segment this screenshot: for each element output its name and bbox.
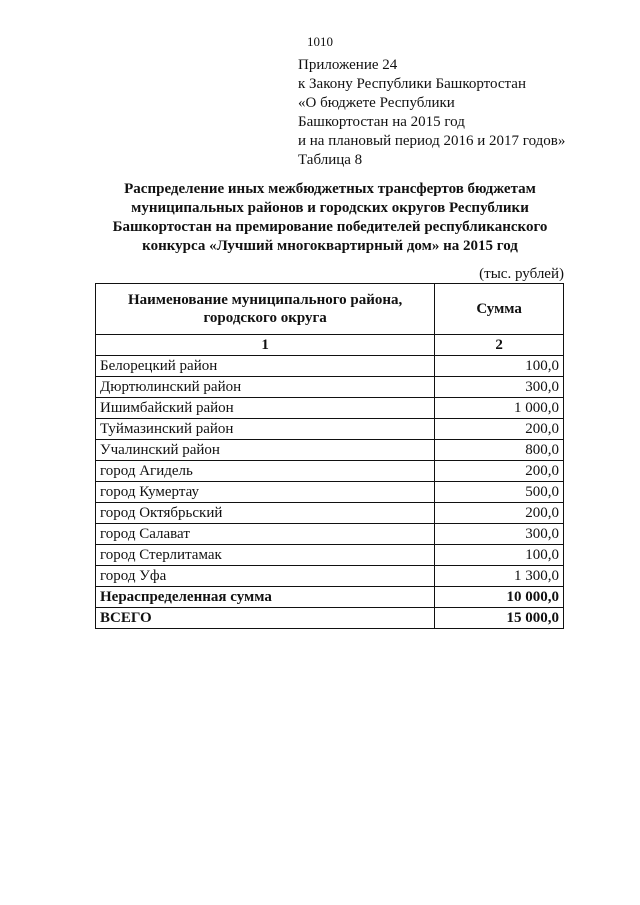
row-name: Туймазинский район [96,419,435,440]
header-name-line2: городского округа [203,310,327,326]
table-row [96,482,564,503]
column-number-1: 1 [96,335,435,356]
row-name: Дюртюлинский район [96,377,435,398]
table-row [96,461,564,482]
table-row [96,545,564,566]
row-sum: 200,0 [435,503,564,524]
appendix-header [298,56,565,170]
row-sum: 1 000,0 [435,398,564,419]
document-title [96,180,564,256]
table-body [96,356,564,629]
row-name: город Уфа [96,566,435,587]
appendix-line: к Закону Республики Башкортостан [298,76,526,92]
row-sum: 200,0 [435,419,564,440]
header-sum: Сумма [435,284,564,335]
header-name-line1: Наименование муниципального района, [127,292,403,308]
total-row [96,608,564,629]
total-sum: 15 000,0 [435,608,564,629]
row-sum: 300,0 [435,377,564,398]
header-name [96,284,435,335]
page-number: 1010 [307,34,333,49]
title-line: Башкортостан на премирование победителей республиканского [112,219,548,235]
row-sum: 300,0 [435,524,564,545]
table-row [96,566,564,587]
row-name: город Стерлитамак [96,545,435,566]
table-row [96,524,564,545]
table-row [96,398,564,419]
table-row [96,503,564,524]
total-name: ВСЕГО [96,608,435,629]
table-header-row [96,284,564,335]
column-number-2: 2 [435,335,564,356]
table-number: Таблица 8 [298,152,363,168]
appendix-line: «О бюджете Республики [298,95,455,111]
row-sum: 500,0 [435,482,564,503]
title-line: Распределение иных межбюджетных трансфертов бюджетам [124,181,536,197]
table-row [96,377,564,398]
row-sum: 100,0 [435,356,564,377]
appendix-line: и на плановый период 2016 и 2017 годов» [298,133,566,149]
row-sum: 1 300,0 [435,566,564,587]
row-name: Белорецкий район [96,356,435,377]
column-number-row [96,335,564,356]
row-name: город Салават [96,524,435,545]
row-sum: 100,0 [435,545,564,566]
appendix-line: Башкортостан на 2015 год [298,114,465,130]
row-name: город Агидель [96,461,435,482]
row-name: Ишимбайский район [96,398,435,419]
table-row [96,356,564,377]
row-name: город Октябрьский [96,503,435,524]
unallocated-name: Нераспределенная сумма [96,587,435,608]
title-line: муниципальных районов и городских округов Республики [131,200,529,216]
appendix-line: Приложение 24 [298,57,398,73]
table-row [96,440,564,461]
table-row [96,419,564,440]
row-sum: 200,0 [435,461,564,482]
row-sum: 800,0 [435,440,564,461]
row-name: Учалинский район [96,440,435,461]
transfers-table [95,283,564,629]
title-line: конкурса «Лучший многоквартирный дом» на 2015 год [142,238,518,254]
unit-label: (тыс. рублей) [479,266,564,282]
row-name: город Кумертау [96,482,435,503]
unallocated-sum: 10 000,0 [435,587,564,608]
unallocated-row [96,587,564,608]
